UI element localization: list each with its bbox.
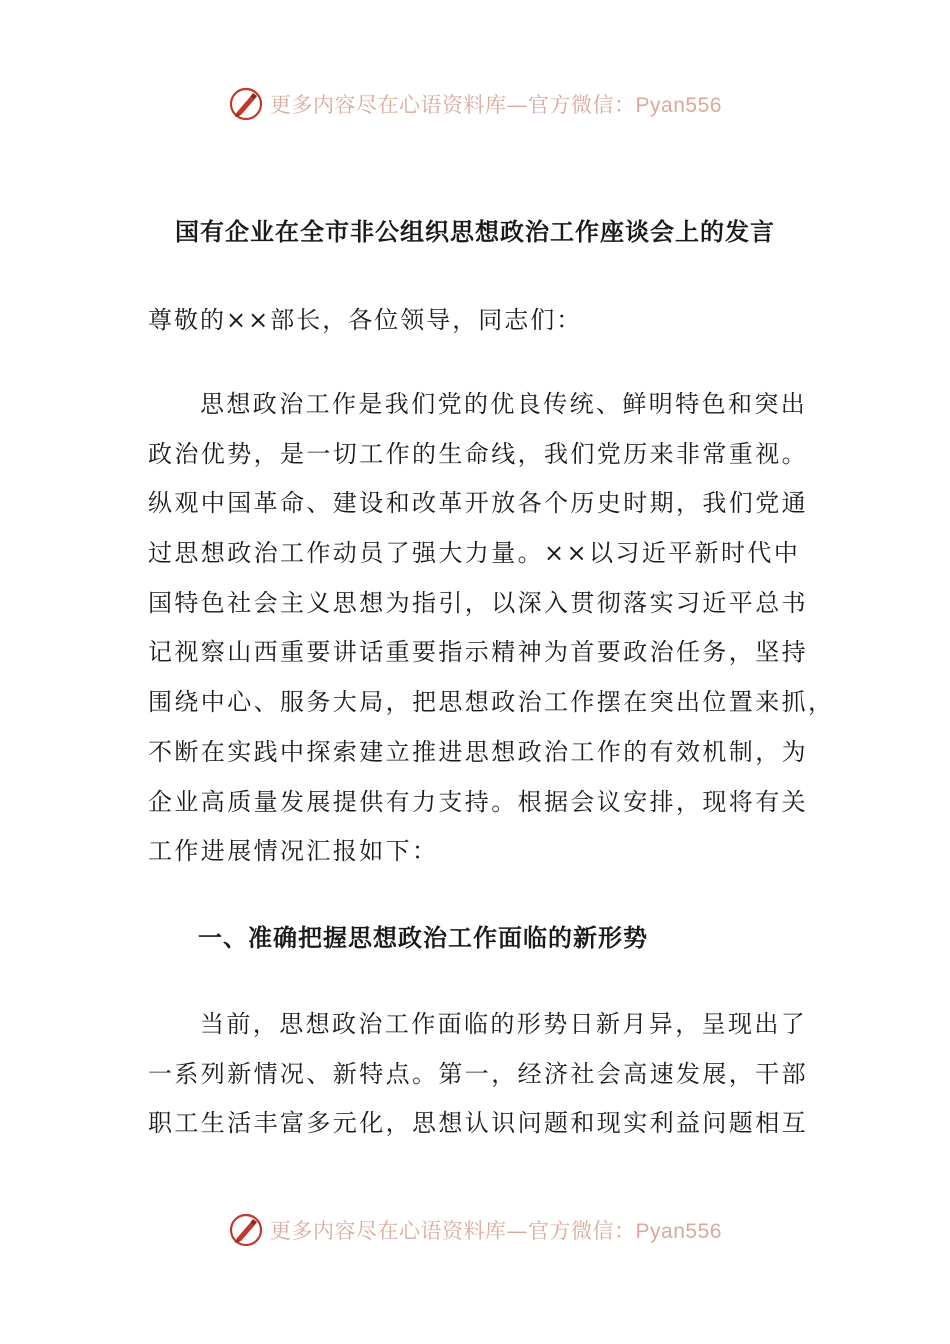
section-heading-1: 一、准确把握思想政治工作面临的新形势: [198, 923, 648, 952]
document-title: 国有企业在全市非公组织思想政治工作座谈会上的发言: [175, 217, 775, 246]
paragraph-line: 围绕中心、服务大局，把思想政治工作摆在突出位置来抓，: [148, 688, 835, 717]
paragraph-line: 职工生活丰富多元化，思想认识问题和现实利益问题相互: [148, 1109, 808, 1138]
watermark-footer: [0, 1208, 950, 1252]
pen-logo-icon: [228, 1212, 264, 1248]
paragraph-line: 纵观中国革命、建设和改革开放各个历史时期，我们党通: [148, 489, 808, 518]
pen-logo-icon: [228, 86, 264, 122]
paragraph-line: 国特色社会主义思想为指引，以深入贯彻落实习近平总书: [148, 588, 808, 617]
paragraph-line: 思想政治工作是我们党的优良传统、鲜明特色和突出: [200, 390, 808, 418]
watermark-header: [0, 82, 950, 126]
paragraph-line: 企业高质量发展提供有力支持。根据会议安排，现将有关: [148, 787, 808, 816]
paragraph-line: 当前，思想政治工作面临的形势日新月异，呈现出了: [200, 1010, 808, 1038]
paragraph-line: 一系列新情况、新特点。第一，经济社会高速发展，干部: [148, 1059, 808, 1088]
paragraph-intro: [148, 380, 835, 877]
watermark-wechat-id: Pyan556: [635, 1220, 722, 1243]
watermark-text: [270, 89, 722, 119]
paragraph-line: 工作进展情况汇报如下：: [148, 837, 439, 866]
paragraph-line: 记视察山西重要讲话重要指示精神为首要政治任务，坚持: [148, 638, 808, 667]
watermark-prefix: 更多内容尽在心语资料库—官方微信：: [270, 1219, 636, 1243]
watermark-wechat-id: Pyan556: [635, 94, 722, 117]
watermark-prefix: 更多内容尽在心语资料库—官方微信：: [270, 93, 636, 117]
paragraph-line: 过思想政治工作动员了强大力量。××以习近平新时代中: [148, 539, 801, 568]
salutation: 尊敬的××部长，各位领导，同志们：: [148, 306, 583, 334]
paragraph-line: 政治优势，是一切工作的生命线，我们党历来非常重视。: [148, 439, 808, 468]
paragraph-line: 不断在实践中探索建立推进思想政治工作的有效机制，为: [148, 737, 808, 766]
paragraph-situation: [148, 1000, 808, 1149]
watermark-text: [270, 1215, 722, 1245]
